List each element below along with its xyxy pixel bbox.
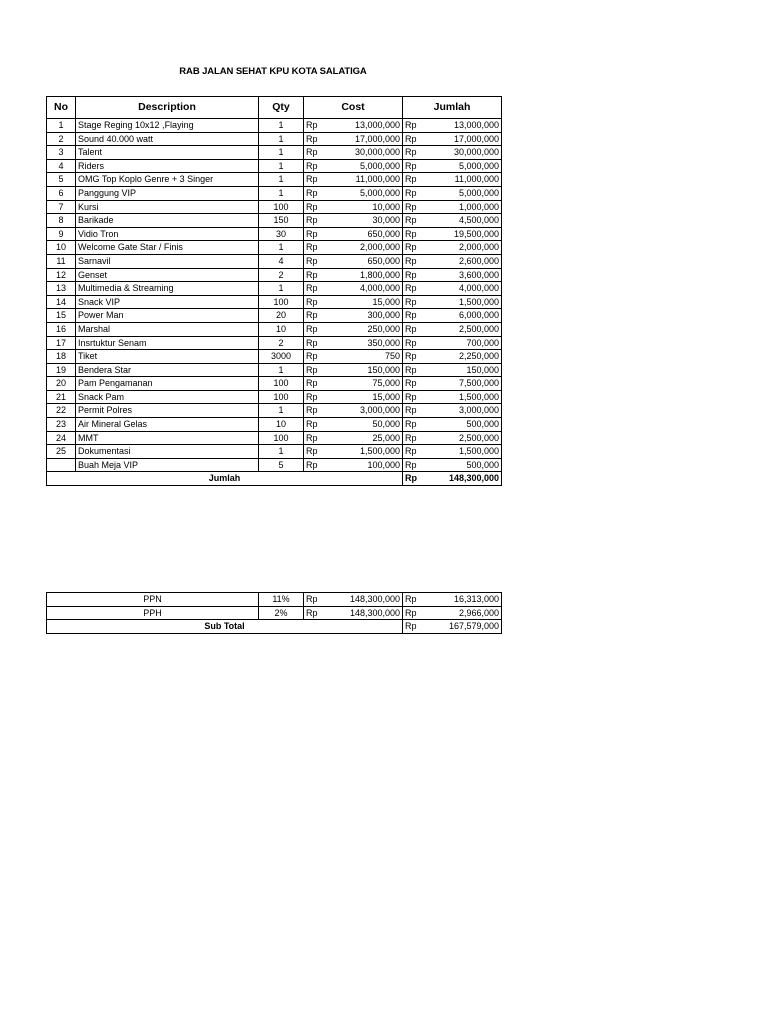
row-total: 13,000,000 [426,119,502,133]
table-row [47,159,502,173]
row-total: 4,500,000 [426,214,502,228]
row-no: 16 [47,322,76,336]
row-no: 11 [47,254,76,268]
budget-table [46,96,502,486]
row-description: Tiket [76,350,259,364]
subtotal-row [47,620,502,634]
row-total: 6,000,000 [426,309,502,323]
table-row [47,404,502,418]
row-qty: 10 [259,418,304,432]
row-description: Panggung VIP [76,186,259,200]
table-row [47,458,502,472]
row-cost-currency: Rp [304,146,324,160]
table-row [47,445,502,459]
row-total-currency: Rp [403,377,426,391]
row-cost-currency: Rp [304,200,324,214]
row-total-currency: Rp [403,404,426,418]
row-total-currency: Rp [403,458,426,472]
row-qty: 1 [259,132,304,146]
row-total: 7,500,000 [426,377,502,391]
row-qty: 1 [259,146,304,160]
row-qty: 3000 [259,350,304,364]
row-description: Marshal [76,322,259,336]
tax-base-currency: Rp [304,606,324,620]
table-row [47,200,502,214]
row-cost: 650,000 [324,254,403,268]
row-cost: 250,000 [324,322,403,336]
row-cost-currency: Rp [304,322,324,336]
tax-row [47,593,502,607]
row-description: Buah Meja VIP [76,458,259,472]
row-total-currency: Rp [403,282,426,296]
row-total-currency: Rp [403,390,426,404]
row-total: 1,500,000 [426,390,502,404]
row-total: 1,500,000 [426,445,502,459]
row-total-currency: Rp [403,241,426,255]
row-description: Sarnavil [76,254,259,268]
row-qty: 1 [259,173,304,187]
row-cost: 30,000 [324,214,403,228]
row-cost-currency: Rp [304,282,324,296]
row-cost-currency: Rp [304,350,324,364]
tax-row [47,606,502,620]
row-cost: 15,000 [324,390,403,404]
row-no: 2 [47,132,76,146]
table-row [47,350,502,364]
row-total: 700,000 [426,336,502,350]
subtotal-label: Sub Total [47,620,403,634]
row-cost-currency: Rp [304,119,324,133]
row-total-currency: Rp [403,119,426,133]
row-qty: 5 [259,458,304,472]
table-row [47,132,502,146]
row-cost-currency: Rp [304,377,324,391]
row-qty: 1 [259,363,304,377]
row-description: Dokumentasi [76,445,259,459]
row-qty: 1 [259,119,304,133]
row-qty: 2 [259,336,304,350]
row-cost: 17,000,000 [324,132,403,146]
row-cost: 2,000,000 [324,241,403,255]
row-total-currency: Rp [403,295,426,309]
row-cost-currency: Rp [304,390,324,404]
row-cost-currency: Rp [304,173,324,187]
row-description: Genset [76,268,259,282]
row-no: 18 [47,350,76,364]
row-cost-currency: Rp [304,295,324,309]
table-row [47,336,502,350]
row-description: Snack Pam [76,390,259,404]
row-description: Sound 40.000 watt [76,132,259,146]
row-cost-currency: Rp [304,309,324,323]
row-no: 5 [47,173,76,187]
row-cost: 5,000,000 [324,159,403,173]
row-total-currency: Rp [403,418,426,432]
row-qty: 10 [259,322,304,336]
table-row [47,227,502,241]
row-no: 24 [47,431,76,445]
row-cost-currency: Rp [304,159,324,173]
row-description: Bendera Star [76,363,259,377]
header-qty: Qty [259,97,304,119]
row-total: 4,000,000 [426,282,502,296]
row-total-currency: Rp [403,186,426,200]
row-total-currency: Rp [403,146,426,160]
table-row [47,173,502,187]
row-cost-currency: Rp [304,404,324,418]
row-cost-currency: Rp [304,418,324,432]
row-total-currency: Rp [403,350,426,364]
table-row [47,295,502,309]
row-cost: 650,000 [324,227,403,241]
jumlah-row [47,472,502,486]
subtotal-total: 167,579,000 [426,620,502,634]
row-cost-currency: Rp [304,227,324,241]
row-qty: 100 [259,390,304,404]
table-row [47,363,502,377]
row-description: Kursi [76,200,259,214]
row-qty: 150 [259,214,304,228]
row-cost-currency: Rp [304,268,324,282]
tax-total: 16,313,000 [426,593,502,607]
row-description: Permit Polres [76,404,259,418]
document-title: RAB JALAN SEHAT KPU KOTA SALATIGA [179,66,367,77]
row-no: 7 [47,200,76,214]
row-no: 21 [47,390,76,404]
row-no: 13 [47,282,76,296]
row-total: 5,000,000 [426,186,502,200]
tax-total-currency: Rp [403,593,426,607]
row-total: 500,000 [426,458,502,472]
header-jumlah: Jumlah [403,97,502,119]
row-cost: 25,000 [324,431,403,445]
row-total: 2,500,000 [426,322,502,336]
row-qty: 1 [259,241,304,255]
row-no: 20 [47,377,76,391]
table-row [47,241,502,255]
table-row [47,309,502,323]
row-total-currency: Rp [403,159,426,173]
header-cost: Cost [304,97,403,119]
row-qty: 4 [259,254,304,268]
table-body [47,119,502,472]
row-no: 25 [47,445,76,459]
row-no: 9 [47,227,76,241]
table-row [47,146,502,160]
row-qty: 1 [259,186,304,200]
row-cost-currency: Rp [304,431,324,445]
row-total: 3,000,000 [426,404,502,418]
table-row [47,418,502,432]
row-no: 19 [47,363,76,377]
row-cost-currency: Rp [304,445,324,459]
row-description: Barikade [76,214,259,228]
row-total: 2,000,000 [426,241,502,255]
row-total: 5,000,000 [426,159,502,173]
row-total-currency: Rp [403,322,426,336]
row-cost-currency: Rp [304,458,324,472]
row-no: 3 [47,146,76,160]
row-total: 30,000,000 [426,146,502,160]
row-no: 6 [47,186,76,200]
row-total: 500,000 [426,418,502,432]
table-row [47,282,502,296]
table-row [47,268,502,282]
row-total: 2,500,000 [426,431,502,445]
header-description: Description [76,97,259,119]
table-row [47,254,502,268]
row-qty: 1 [259,282,304,296]
row-description: Power Man [76,309,259,323]
row-cost-currency: Rp [304,214,324,228]
row-total: 1,500,000 [426,295,502,309]
row-cost: 50,000 [324,418,403,432]
tax-rate: 2% [259,606,304,620]
row-cost: 5,000,000 [324,186,403,200]
row-no: 12 [47,268,76,282]
row-qty: 100 [259,200,304,214]
row-total: 2,600,000 [426,254,502,268]
row-no: 10 [47,241,76,255]
tax-body [47,593,502,620]
jumlah-currency: Rp [403,472,426,486]
jumlah-label: Jumlah [47,472,403,486]
row-total-currency: Rp [403,363,426,377]
row-total: 19,500,000 [426,227,502,241]
row-cost: 1,500,000 [324,445,403,459]
row-description: Vidio Tron [76,227,259,241]
tax-label: PPN [47,593,259,607]
row-cost: 10,000 [324,200,403,214]
row-total: 1,000,000 [426,200,502,214]
row-total-currency: Rp [403,200,426,214]
row-total-currency: Rp [403,132,426,146]
header-no: No [47,97,76,119]
row-total: 150,000 [426,363,502,377]
row-cost: 3,000,000 [324,404,403,418]
row-cost-currency: Rp [304,336,324,350]
row-description: Snack VIP [76,295,259,309]
row-qty: 20 [259,309,304,323]
row-description: Talent [76,146,259,160]
jumlah-total: 148,300,000 [426,472,502,486]
tax-base: 148,300,000 [324,606,403,620]
row-no: 8 [47,214,76,228]
row-qty: 100 [259,295,304,309]
row-cost: 13,000,000 [324,119,403,133]
row-cost-currency: Rp [304,132,324,146]
row-description: Multimedia & Streaming [76,282,259,296]
row-no: 15 [47,309,76,323]
row-cost: 300,000 [324,309,403,323]
row-total-currency: Rp [403,173,426,187]
row-no: 14 [47,295,76,309]
subtotal-currency: Rp [403,620,426,634]
row-description: Welcome Gate Star / Finis [76,241,259,255]
row-no [47,458,76,472]
row-total-currency: Rp [403,227,426,241]
row-description: Air Mineral Gelas [76,418,259,432]
row-total: 3,600,000 [426,268,502,282]
row-cost: 150,000 [324,363,403,377]
row-total: 17,000,000 [426,132,502,146]
row-qty: 2 [259,268,304,282]
row-total-currency: Rp [403,431,426,445]
row-description: Insrtuktur Senam [76,336,259,350]
row-total: 11,000,000 [426,173,502,187]
table-row [47,186,502,200]
table-row [47,214,502,228]
row-description: Riders [76,159,259,173]
row-description: Pam Pengamanan [76,377,259,391]
table-row [47,431,502,445]
row-cost-currency: Rp [304,241,324,255]
tax-table [46,592,502,634]
row-total-currency: Rp [403,336,426,350]
row-total-currency: Rp [403,309,426,323]
tax-total-currency: Rp [403,606,426,620]
row-total-currency: Rp [403,268,426,282]
row-qty: 1 [259,404,304,418]
table-header-row [47,97,502,119]
row-qty: 30 [259,227,304,241]
row-qty: 1 [259,445,304,459]
row-qty: 100 [259,431,304,445]
row-cost: 30,000,000 [324,146,403,160]
row-cost: 750 [324,350,403,364]
row-no: 1 [47,119,76,133]
row-total-currency: Rp [403,214,426,228]
row-description: MMT [76,431,259,445]
table-row [47,390,502,404]
row-no: 23 [47,418,76,432]
row-no: 17 [47,336,76,350]
row-cost-currency: Rp [304,186,324,200]
row-cost: 75,000 [324,377,403,391]
tax-base-currency: Rp [304,593,324,607]
table-row [47,322,502,336]
row-cost: 4,000,000 [324,282,403,296]
row-total: 2,250,000 [426,350,502,364]
table-row [47,377,502,391]
row-cost: 1,800,000 [324,268,403,282]
row-description: OMG Top Koplo Genre + 3 Singer [76,173,259,187]
row-qty: 1 [259,159,304,173]
row-no: 4 [47,159,76,173]
row-no: 22 [47,404,76,418]
row-cost-currency: Rp [304,363,324,377]
row-cost: 11,000,000 [324,173,403,187]
tax-total: 2,966,000 [426,606,502,620]
row-description: Stage Reging 10x12 ,Flaying [76,119,259,133]
row-cost: 350,000 [324,336,403,350]
row-cost-currency: Rp [304,254,324,268]
table-row [47,119,502,133]
row-total-currency: Rp [403,445,426,459]
tax-base: 148,300,000 [324,593,403,607]
row-cost: 15,000 [324,295,403,309]
tax-label: PPH [47,606,259,620]
tax-rate: 11% [259,593,304,607]
row-cost: 100,000 [324,458,403,472]
row-qty: 100 [259,377,304,391]
row-total-currency: Rp [403,254,426,268]
